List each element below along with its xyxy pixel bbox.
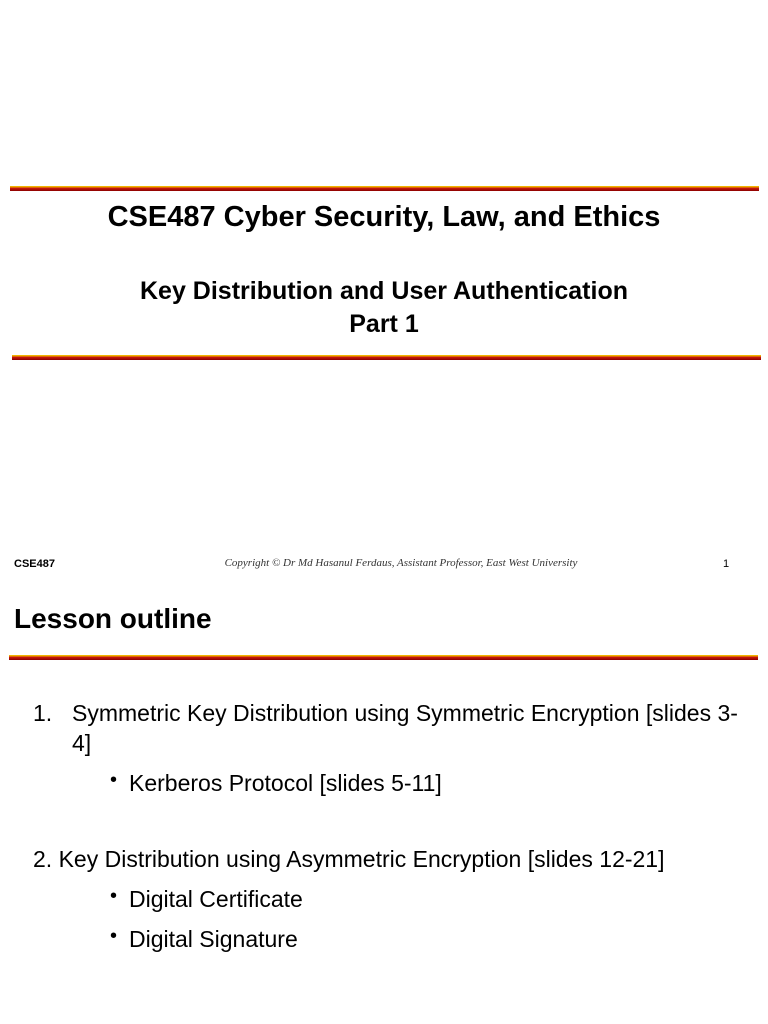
outline-divider: [9, 655, 758, 660]
outline-item-2: 2. Key Distribution using Asymmetric Encryption [slides 12-21]: [33, 846, 665, 872]
outline-subitem-kerberos: Kerberos Protocol [slides 5-11]: [129, 770, 442, 796]
footer-course-code: CSE487: [14, 558, 55, 570]
slide-subtitle: [0, 275, 768, 341]
bullet-icon: •: [110, 769, 118, 791]
outline-item-1-number: 1.: [33, 700, 53, 726]
outline-heading: Lesson outline: [14, 603, 212, 634]
outline-item-1: Symmetric Key Distribution using Symmetric Encryption [slides 3-4]: [72, 700, 738, 756]
bullet-icon: •: [110, 885, 118, 907]
outline-subitem-digital-certificate: Digital Certificate: [129, 886, 303, 912]
outline-subitem-digital-signature: Digital Signature: [129, 926, 298, 952]
title-bottom-divider: [12, 355, 761, 360]
bullet-icon: •: [110, 925, 118, 947]
title-top-divider: [10, 186, 759, 191]
footer-copyright: Copyright © Dr Md Hasanul Ferdaus, Assistant Professor, East West University: [224, 557, 578, 569]
footer-page-number: 1: [723, 558, 730, 570]
slide-title: CSE487 Cyber Security, Law, and Ethics: [107, 201, 661, 233]
subtitle-line-2: Part 1: [349, 310, 419, 338]
subtitle-line-1: Key Distribution and User Authentication: [139, 277, 628, 305]
